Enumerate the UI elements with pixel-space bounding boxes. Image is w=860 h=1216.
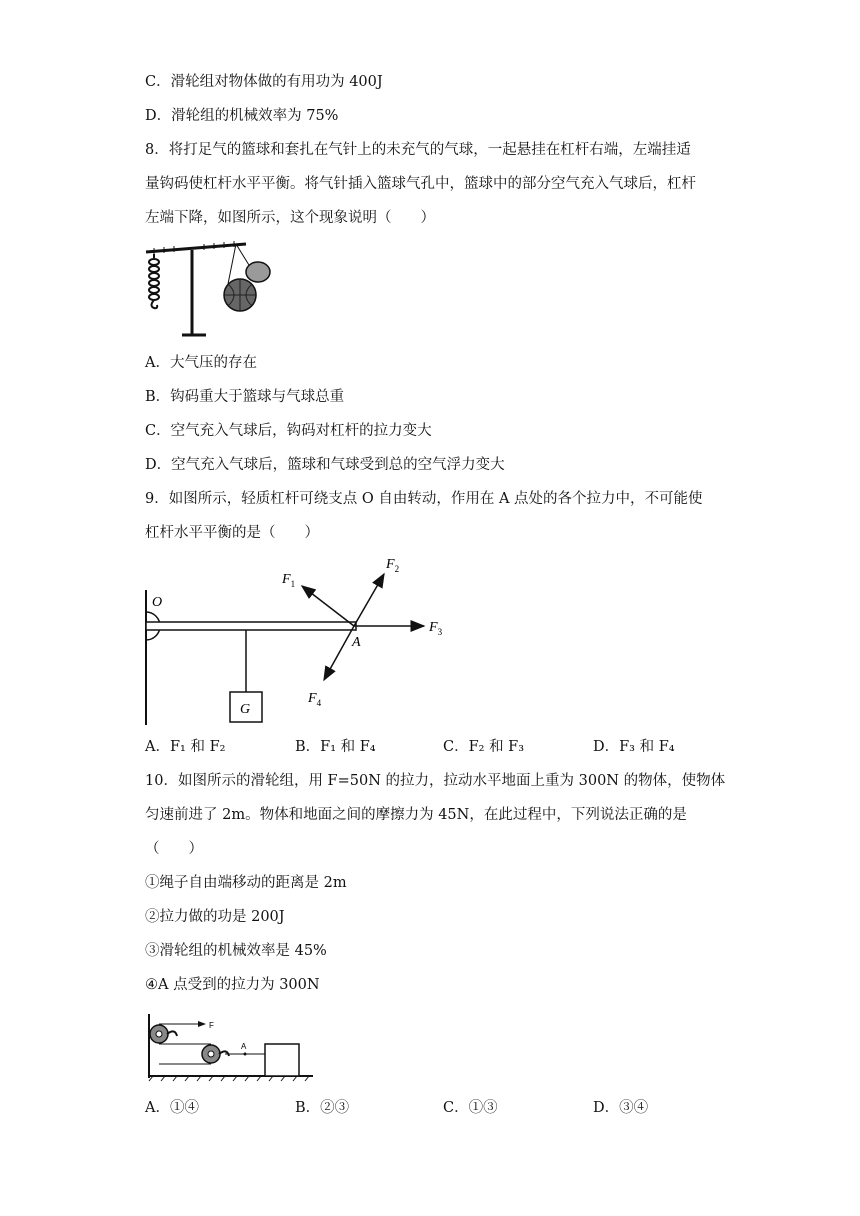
label-g: G	[240, 702, 251, 717]
q10-stem-line-1: 10．如图所示的滑轮组，用 F=50N 的拉力，拉动水平地面上重为 300N 的物体，使物体	[145, 773, 726, 789]
q10-statement-2: ②拉力做的功是 200J	[145, 909, 285, 925]
label-f1: $F_1$	[282, 572, 296, 589]
q10-option-d: D．③④	[593, 1100, 649, 1116]
label-o: O	[152, 595, 163, 610]
label-a: A	[241, 1042, 247, 1051]
q10-statement-4: ④A 点受到的拉力为 300N	[145, 977, 320, 993]
force-f2-arrow	[354, 574, 384, 626]
q9-option-c: C．F₂ 和 F₃	[443, 739, 525, 755]
force-f1-arrow	[302, 586, 354, 626]
label-f3: $F_3$	[429, 620, 443, 637]
lever-bar	[146, 622, 356, 630]
label-f: F	[209, 1021, 214, 1030]
object-block	[265, 1044, 299, 1076]
q9-option-a: A．F₁ 和 F₂	[145, 739, 226, 755]
q8-option-c: C．空气充入气球后，钩码对杠杆的拉力变大	[145, 423, 432, 439]
q7-option-c: C．滑轮组对物体做的有用功为 400J	[145, 74, 383, 90]
label-a: A	[352, 635, 361, 650]
q10-stem-line-2: 匀速前进了 2m。物体和地面之间的摩擦力为 45N，在此过程中，下列说法正确的是	[145, 807, 687, 823]
lever-bar	[146, 244, 246, 252]
q10-option-c: C．①③	[443, 1100, 498, 1116]
q10-option-a: A．①④	[145, 1100, 199, 1116]
label-f4: $F_4$	[308, 691, 322, 708]
q10-pulley-figure	[145, 1010, 320, 1082]
balloon	[246, 262, 270, 282]
q8-option-b: B．钩码重大于篮球与气球总重	[145, 389, 345, 405]
q8-stem-line-2: 量钩码使杠杆水平平衡。将气针插入篮球气孔中，篮球中的部分空气充入气球后，杠杆	[145, 176, 696, 192]
hook-weights	[149, 254, 159, 308]
q9-option-d: D．F₃ 和 F₄	[593, 739, 675, 755]
q10-option-b: B．②③	[295, 1100, 350, 1116]
q9-lever-forces-figure	[140, 550, 460, 730]
q8-lever-balloon-figure	[140, 238, 290, 342]
q8-option-d: D．空气充入气球后，篮球和气球受到总的空气浮力变大	[145, 457, 505, 473]
q9-option-b: B．F₁ 和 F₄	[295, 739, 376, 755]
q8-option-a: A．大气压的存在	[145, 355, 257, 371]
force-f4-arrow	[324, 626, 354, 680]
q9-stem-line-1: 9．如图所示，轻质杠杆可绕支点 O 自由转动，作用在 A 点处的各个拉力中，不可能使	[145, 491, 703, 507]
q8-stem-line-1: 8．将打足气的篮球和套扎在气针上的未充气的气球，一起悬挂在杠杆右端，左端挂适	[145, 142, 691, 158]
q10-statement-1: ①绳子自由端移动的距离是 2m	[145, 875, 347, 891]
string	[228, 244, 236, 284]
q10-statement-3: ③滑轮组的机械效率是 45%	[145, 943, 327, 959]
q10-stem-line-3: （ ）	[145, 841, 203, 857]
q9-stem-line-2: 杠杆水平平衡的是（ ）	[145, 525, 319, 541]
q7-option-d: D．滑轮组的机械效率为 75%	[145, 108, 339, 124]
q8-stem-line-3: 左端下降，如图所示，这个现象说明（ ）	[145, 210, 435, 226]
label-f2: $F_2$	[386, 557, 400, 574]
